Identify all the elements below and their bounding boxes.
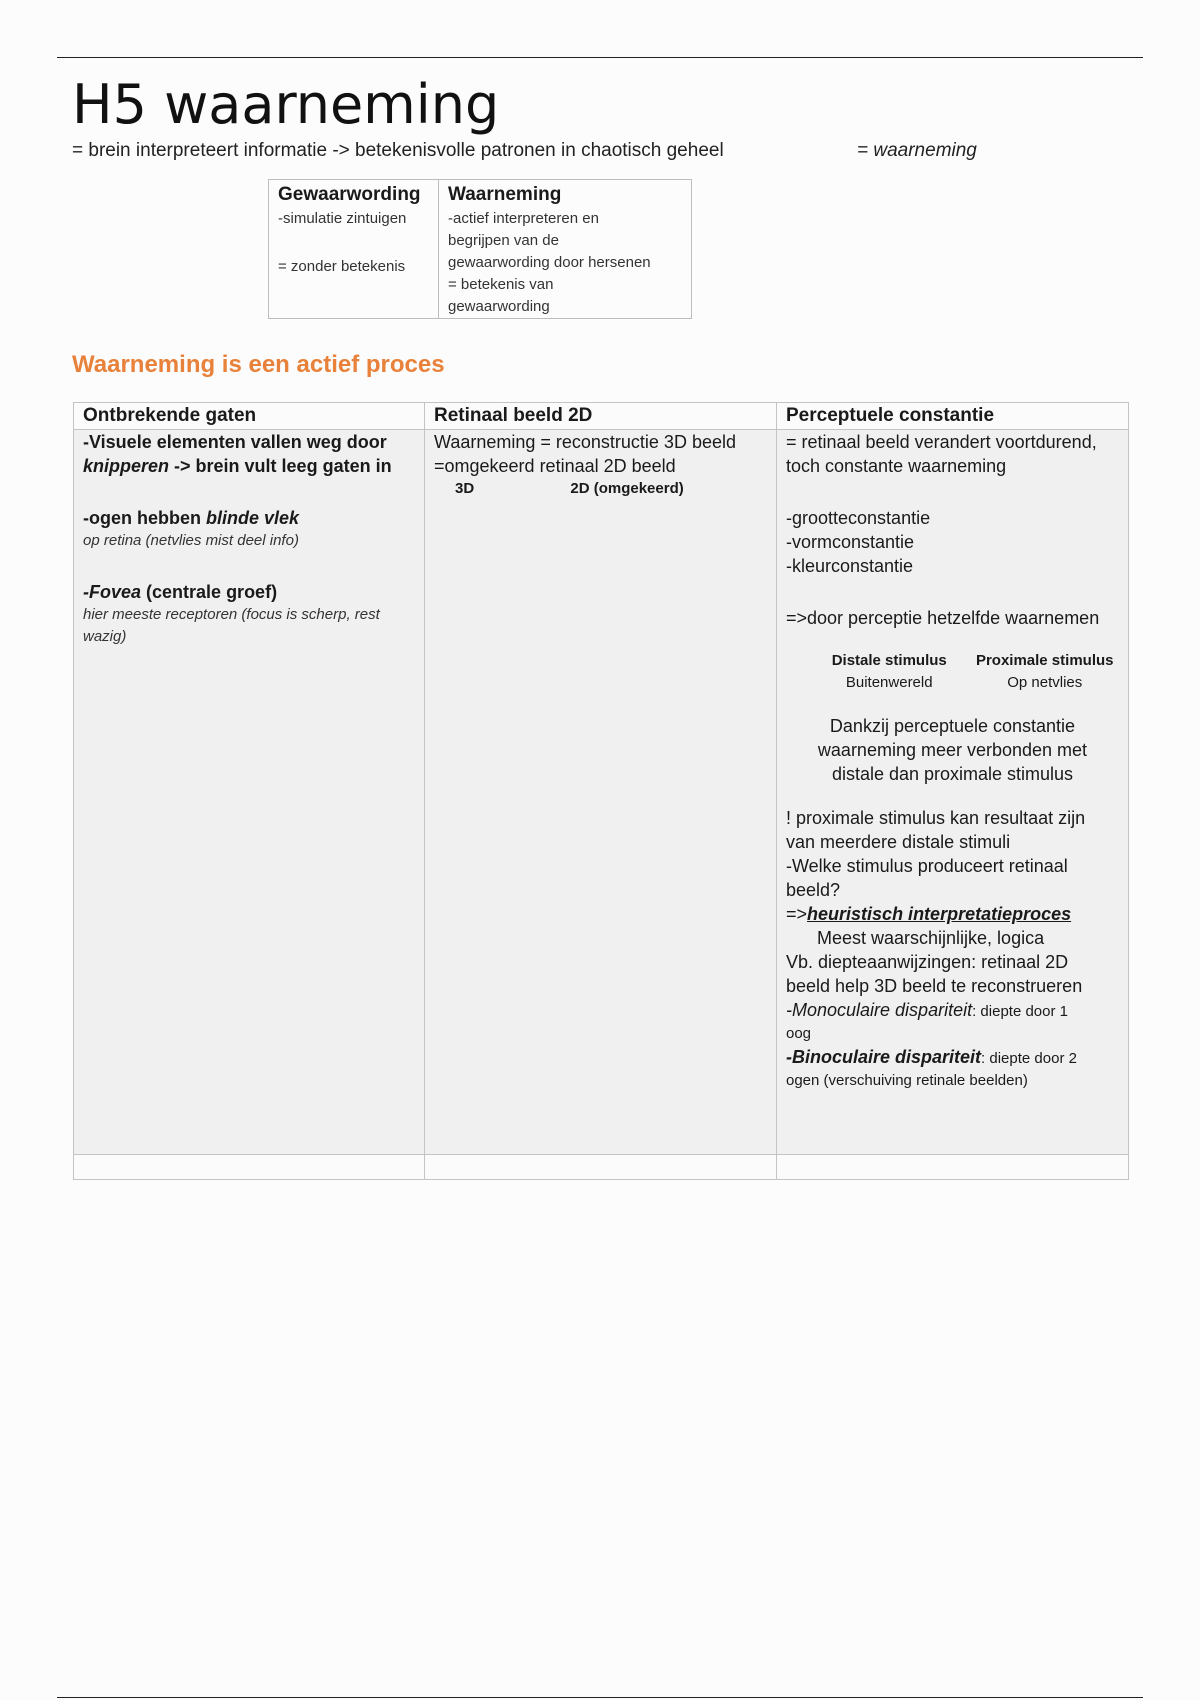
definition-heading: Gewaarwording [278,184,421,205]
definition-text: = zonder betekenis [278,258,406,275]
cell-note: hier meeste receptoren (focus is scherp, rest [83,606,380,623]
section-heading: Waarneming is een actief proces [72,351,445,378]
bottom-rule [57,1697,1143,1698]
cell-text: Meest waarschijnlijke, logica [817,928,1045,948]
cell-note: op retina (netvlies mist deel info) [83,532,299,549]
column-header: Ontbrekende gaten [74,403,425,430]
cell-text: Vb. diepteaanwijzingen: retinaal 2D [786,952,1069,972]
definition-text: begrijpen van de [448,232,559,249]
cell-text: -Monoculaire dispariteit: diepte door 1 [786,1000,1068,1020]
column-header: Perceptuele constantie [777,403,1129,430]
cell-text: = retinaal beeld verandert voortdurend, [786,432,1097,452]
label-2d: 2D (omgekeerd) [570,480,684,497]
column-header: Retinaal beeld 2D [425,403,777,430]
cell-text: knipperen -> brein vult leeg gaten in [83,456,392,476]
table-header-row [74,403,1129,430]
empty-cell [777,1155,1129,1180]
definition-text: gewaarwording door hersenen [448,254,651,271]
definition-text: = betekenis van [448,276,554,293]
cell-text: -ogen hebben blinde vlek [83,508,300,528]
list-item: -vormconstantie [786,532,915,552]
cell-text: ! proximale stimulus kan resultaat zijn [786,808,1086,828]
cell-text: toch constante waarneming [786,456,1007,476]
cell-retinaal-beeld [425,430,777,1155]
table-row-empty [74,1155,1129,1180]
cell-text: -Binoculaire dispariteit: diepte door 2 [786,1047,1077,1067]
empty-cell [74,1155,425,1180]
concept-table [73,402,1129,1180]
image-labels [434,478,767,500]
cell-text: Waarneming = reconstructie 3D beeld [434,432,736,452]
cell-text: beeld help 3D beeld te reconstrueren [786,976,1083,996]
stimulus-comparison [786,650,1119,694]
stimulus-heading: Distale stimulus [831,652,947,669]
cell-text: ogen (verschuiving retinale beelden) [786,1072,1028,1089]
page-subtitle: = brein interpreteert informatie -> betekenisvolle patronen in chaotisch geheel [72,140,724,161]
subtitle-equals: = waarneming [857,140,977,161]
top-rule [57,57,1143,58]
list-item: -kleurconstantie [786,556,914,576]
cell-text: -Fovea (centrale groef) [83,582,278,602]
cell-perceptuele-constantie [777,430,1129,1155]
definition-heading: Waarneming [448,184,562,205]
cell-text: -Visuele elementen vallen weg door [83,432,387,452]
cell-text: van meerdere distale stimuli [786,832,1011,852]
label-3d: 3D [455,480,475,497]
cell-note: wazig) [83,628,127,645]
cell-text: distale dan proximale stimulus [831,764,1074,784]
cell-text: =>heuristisch interpretatieproces [786,904,1072,924]
cell-text: oog [786,1025,812,1042]
empty-cell [425,1155,777,1180]
cell-text: beeld? [786,880,841,900]
cell-text: waarneming meer verbonden met [817,740,1088,760]
definition-cell-gewaarwording [269,180,439,319]
stimulus-sub: Buitenwereld [845,674,933,691]
list-item: -grootteconstantie [786,508,931,528]
definition-table [268,179,692,319]
table-row [74,430,1129,1155]
definition-text: -actief interpreteren en [448,210,599,227]
cell-text: =omgekeerd retinaal 2D beeld [434,456,676,476]
page-title: H5 waarneming [72,73,500,136]
cell-text: =>door perceptie hetzelfde waarnemen [786,608,1100,628]
definition-cell-waarneming [439,180,692,319]
cell-text: Dankzij perceptuele constantie [829,716,1076,736]
stimulus-sub: Op netvlies [1007,674,1083,691]
definition-text: gewaarwording [448,298,550,315]
cell-ontbrekende-gaten [74,430,425,1155]
stimulus-heading: Proximale stimulus [975,652,1114,669]
definition-text: -simulatie zintuigen [278,210,407,227]
cell-text: -Welke stimulus produceert retinaal [786,856,1068,876]
